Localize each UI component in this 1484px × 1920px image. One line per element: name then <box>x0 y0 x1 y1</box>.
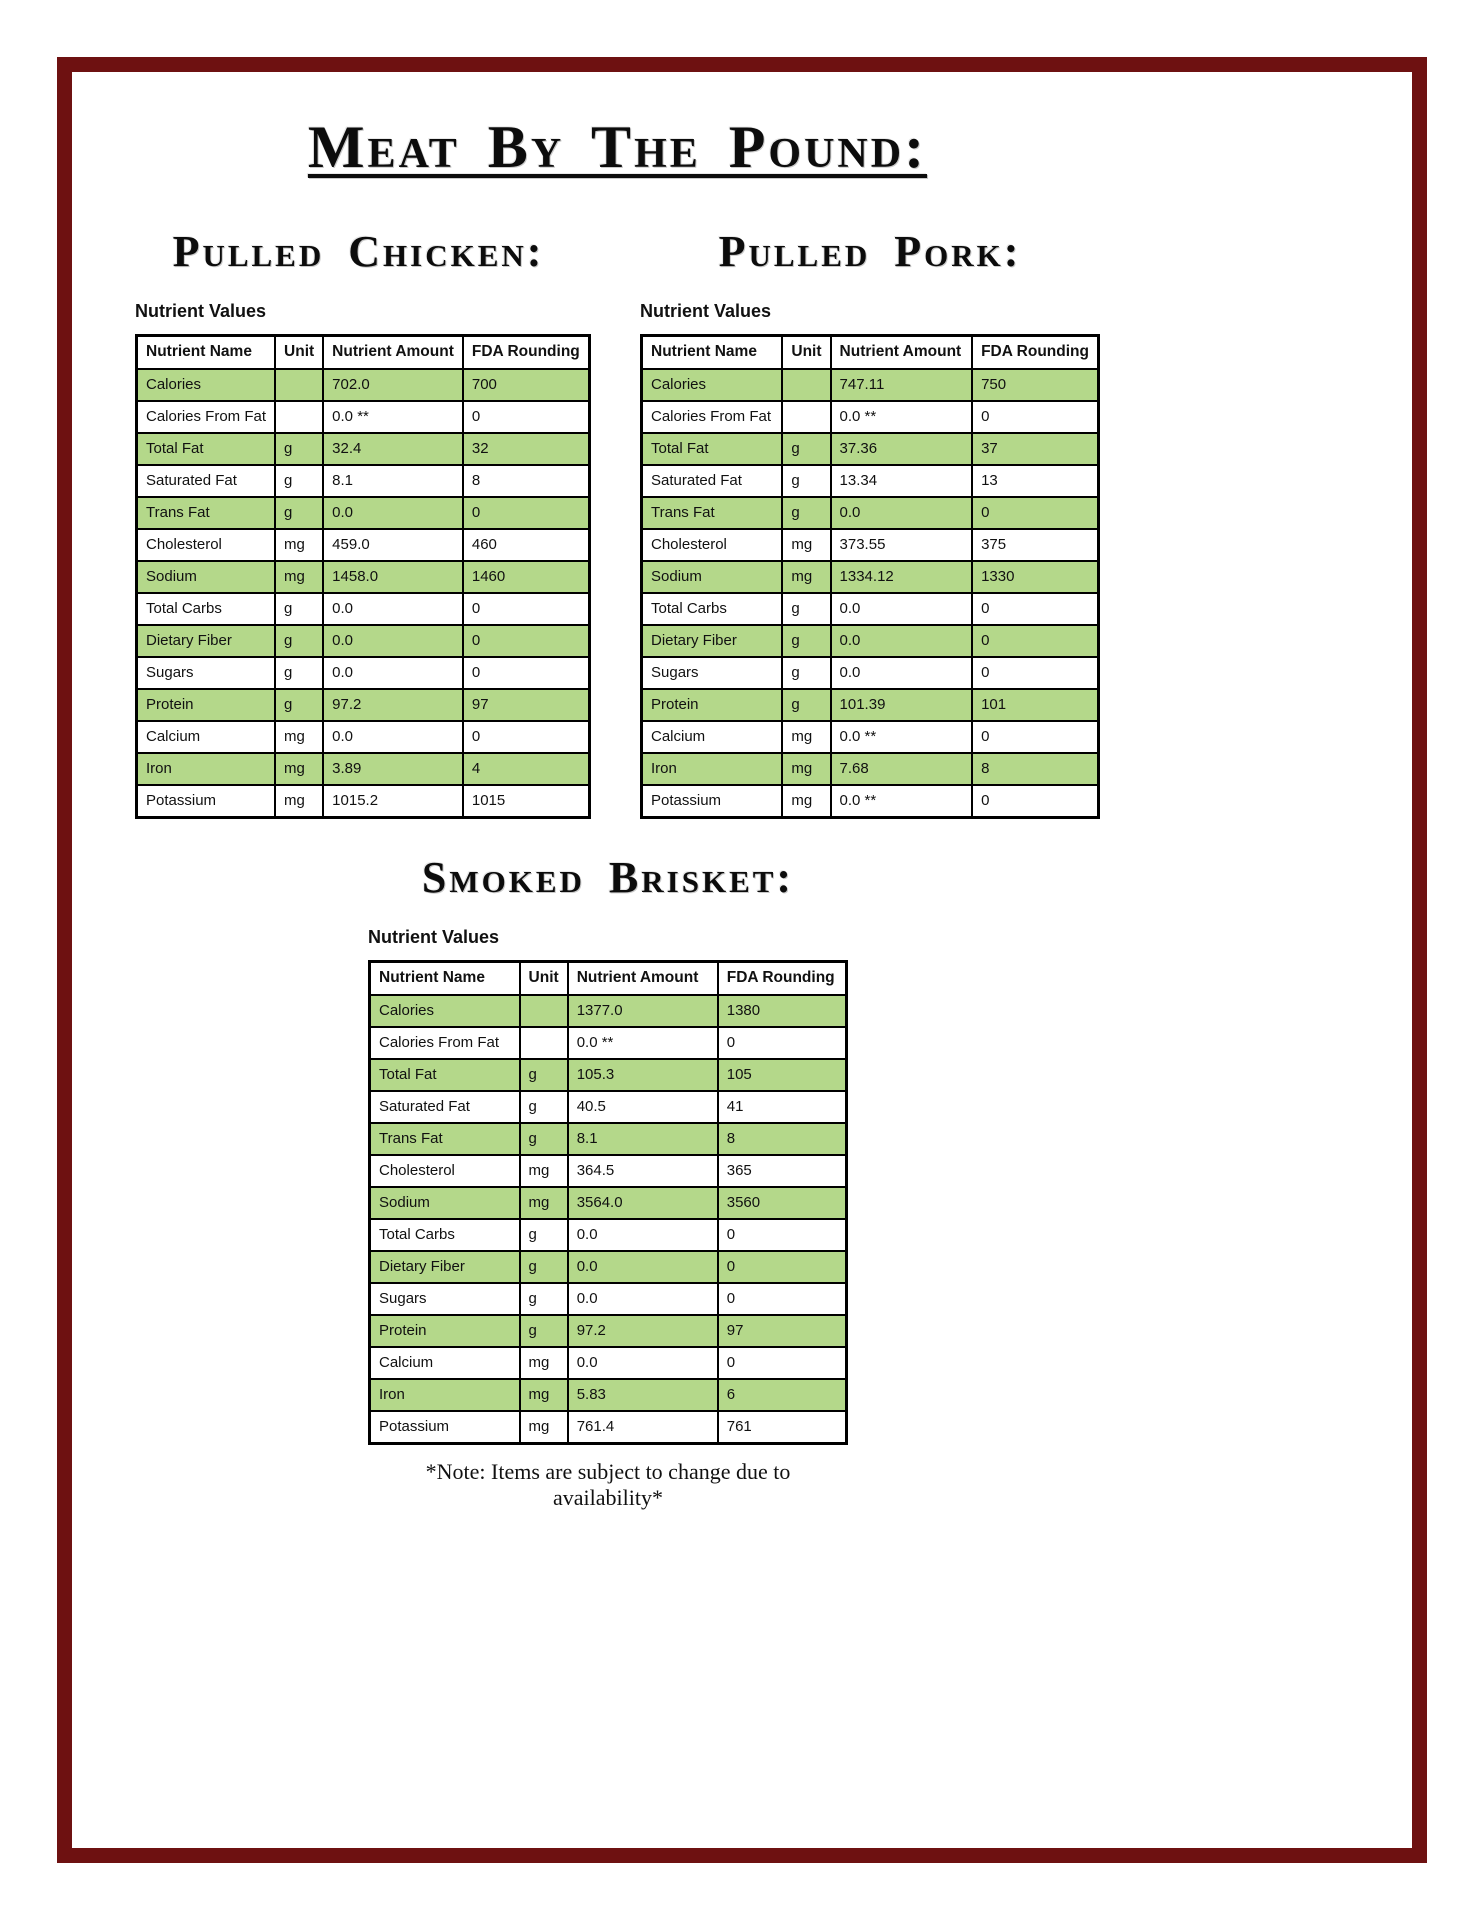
table-cell: mg <box>782 753 830 785</box>
table-row <box>642 497 1099 529</box>
table-cell: mg <box>520 1411 568 1444</box>
column-header-nutrient-name: Nutrient Name <box>370 962 520 996</box>
table-cell: 747.11 <box>831 369 973 401</box>
table-cell: Protein <box>137 689 276 721</box>
table-cell: 97 <box>463 689 589 721</box>
table-row <box>642 433 1099 465</box>
table-cell: Total Fat <box>370 1059 520 1091</box>
table-cell: mg <box>275 785 323 818</box>
table-cell: 8.1 <box>568 1123 718 1155</box>
table-cell: g <box>782 689 830 721</box>
table-label: Nutrient Values <box>640 301 772 322</box>
table-cell: 0 <box>718 1219 847 1251</box>
table-cell: 0 <box>972 401 1098 433</box>
table-cell: 0.0 <box>831 497 973 529</box>
table-cell: 0 <box>972 593 1098 625</box>
table-cell: 0 <box>463 401 589 433</box>
table-cell: 0.0 <box>568 1251 718 1283</box>
table-cell: 0 <box>463 721 589 753</box>
table-cell: g <box>520 1283 568 1315</box>
table-cell: 0 <box>718 1283 847 1315</box>
table-row <box>642 625 1099 657</box>
table-row <box>370 1187 847 1219</box>
column-header-unit: Unit <box>782 336 830 370</box>
table-cell: g <box>275 433 323 465</box>
table-row <box>642 529 1099 561</box>
table-cell: 6 <box>718 1379 847 1411</box>
table-cell: 1015.2 <box>323 785 463 818</box>
table-cell: Sodium <box>137 561 276 593</box>
table-cell: 40.5 <box>568 1091 718 1123</box>
table-cell: 3560 <box>718 1187 847 1219</box>
table-cell: 3.89 <box>323 753 463 785</box>
table-cell: g <box>520 1059 568 1091</box>
column-header-fda-rounding: FDA Rounding <box>718 962 847 996</box>
table-cell: Iron <box>642 753 783 785</box>
table-row <box>642 657 1099 689</box>
table-cell: g <box>520 1315 568 1347</box>
table-cell: Calories <box>370 995 520 1027</box>
table-cell: 700 <box>463 369 589 401</box>
table-cell: mg <box>782 721 830 753</box>
table-cell: 0 <box>972 785 1098 818</box>
table-cell: Potassium <box>137 785 276 818</box>
section-smoked-brisket <box>368 855 848 1511</box>
column-header-nutrient-name: Nutrient Name <box>137 336 276 370</box>
document-content <box>135 116 1100 1511</box>
table-cell: g <box>782 593 830 625</box>
table-cell: Iron <box>370 1379 520 1411</box>
table-cell: 105.3 <box>568 1059 718 1091</box>
table-cell: 761.4 <box>568 1411 718 1444</box>
table-cell: mg <box>782 561 830 593</box>
table-cell: 375 <box>972 529 1098 561</box>
table-cell: 761 <box>718 1411 847 1444</box>
table-cell: g <box>782 433 830 465</box>
table-cell: Calcium <box>370 1347 520 1379</box>
table-row <box>642 785 1099 818</box>
table-cell: 0 <box>718 1027 847 1059</box>
table-row <box>137 433 590 465</box>
table-cell: Dietary Fiber <box>642 625 783 657</box>
table-cell: 32.4 <box>323 433 463 465</box>
table-cell: Dietary Fiber <box>370 1251 520 1283</box>
table-cell: g <box>520 1091 568 1123</box>
nutrient-table-pulled-chicken <box>135 334 591 819</box>
table-cell: 37.36 <box>831 433 973 465</box>
table-row <box>642 689 1099 721</box>
table-cell: Trans Fat <box>642 497 783 529</box>
table-cell: Calories <box>642 369 783 401</box>
table-cell: 0.0 <box>323 721 463 753</box>
table-cell <box>782 401 830 433</box>
table-cell: Trans Fat <box>370 1123 520 1155</box>
table-cell: 0 <box>718 1347 847 1379</box>
table-cell: mg <box>520 1155 568 1187</box>
availability-note: *Note: Items are subject to change due to availability* <box>425 1459 791 1511</box>
table-cell: g <box>275 593 323 625</box>
table-cell: 0 <box>972 625 1098 657</box>
table-cell: Calories From Fat <box>137 401 276 433</box>
section-pulled-pork <box>640 229 1100 819</box>
table-cell <box>782 369 830 401</box>
table-row <box>370 1123 847 1155</box>
table-cell: 0.0 <box>568 1283 718 1315</box>
table-cell: g <box>782 497 830 529</box>
table-cell: Protein <box>642 689 783 721</box>
table-row <box>370 1347 847 1379</box>
table-cell: 0 <box>463 657 589 689</box>
table-cell <box>520 995 568 1027</box>
table-cell: 0 <box>972 657 1098 689</box>
table-row <box>137 497 590 529</box>
table-row <box>370 1155 847 1187</box>
table-cell: 1015 <box>463 785 589 818</box>
column-header-unit: Unit <box>520 962 568 996</box>
table-cell: Potassium <box>370 1411 520 1444</box>
table-cell: 1458.0 <box>323 561 463 593</box>
table-cell: 13.34 <box>831 465 973 497</box>
table-cell: Protein <box>370 1315 520 1347</box>
table-cell <box>520 1027 568 1059</box>
table-cell: Trans Fat <box>137 497 276 529</box>
table-cell: 0 <box>972 721 1098 753</box>
table-cell: g <box>782 625 830 657</box>
table-cell: 0.0 ** <box>568 1027 718 1059</box>
table-cell: Saturated Fat <box>370 1091 520 1123</box>
table-row <box>642 753 1099 785</box>
table-cell: Calories From Fat <box>370 1027 520 1059</box>
column-header-nutrient-amount: Nutrient Amount <box>568 962 718 996</box>
table-cell: 1377.0 <box>568 995 718 1027</box>
table-cell: Sodium <box>370 1187 520 1219</box>
table-cell: 7.68 <box>831 753 973 785</box>
table-cell: 0 <box>718 1251 847 1283</box>
table-cell <box>275 401 323 433</box>
table-cell: 37 <box>972 433 1098 465</box>
table-cell: g <box>275 497 323 529</box>
section-pulled-chicken <box>135 229 582 819</box>
table-cell: mg <box>275 753 323 785</box>
table-cell: Saturated Fat <box>137 465 276 497</box>
table-cell: 0.0 <box>323 657 463 689</box>
table-cell: 8 <box>972 753 1098 785</box>
table-cell: Sodium <box>642 561 783 593</box>
table-cell: 97 <box>718 1315 847 1347</box>
table-cell: Calories <box>137 369 276 401</box>
table-cell: Cholesterol <box>370 1155 520 1187</box>
table-cell: 8.1 <box>323 465 463 497</box>
table-cell: 0.0 <box>568 1347 718 1379</box>
table-cell: Calcium <box>137 721 276 753</box>
table-row <box>370 1219 847 1251</box>
table-row <box>137 689 590 721</box>
table-row <box>137 721 590 753</box>
table-cell: g <box>275 465 323 497</box>
table-row <box>137 529 590 561</box>
table-cell: 1380 <box>718 995 847 1027</box>
table-row <box>370 1315 847 1347</box>
table-cell: 1334.12 <box>831 561 973 593</box>
table-cell: 0 <box>463 497 589 529</box>
table-cell: g <box>520 1123 568 1155</box>
table-cell: Sugars <box>370 1283 520 1315</box>
table-cell: 41 <box>718 1091 847 1123</box>
table-cell: 0.0 <box>568 1219 718 1251</box>
table-cell: 8 <box>463 465 589 497</box>
table-cell: Total Fat <box>642 433 783 465</box>
table-cell: mg <box>782 529 830 561</box>
table-cell: Calcium <box>642 721 783 753</box>
table-row <box>137 657 590 689</box>
table-cell: Iron <box>137 753 276 785</box>
page-title: Meat By The Pound: <box>307 114 928 180</box>
table-cell: g <box>275 625 323 657</box>
table-cell: Potassium <box>642 785 783 818</box>
table-cell: mg <box>520 1347 568 1379</box>
table-cell: mg <box>520 1187 568 1219</box>
table-cell: mg <box>520 1379 568 1411</box>
table-cell: 101.39 <box>831 689 973 721</box>
section-heading-pulled-chicken: Pulled Chicken: <box>172 227 545 276</box>
table-row <box>370 1091 847 1123</box>
table-label: Nutrient Values <box>135 301 267 322</box>
section-heading-smoked-brisket: Smoked Brisket: <box>421 853 795 903</box>
table-cell: 1330 <box>972 561 1098 593</box>
table-cell: 0 <box>463 593 589 625</box>
table-row <box>370 1379 847 1411</box>
table-cell: 0.0 ** <box>831 401 973 433</box>
table-cell: 0.0 ** <box>831 721 973 753</box>
table-cell: 13 <box>972 465 1098 497</box>
column-header-fda-rounding: FDA Rounding <box>463 336 589 370</box>
table-cell: 0.0 ** <box>323 401 463 433</box>
table-cell: 364.5 <box>568 1155 718 1187</box>
table-cell: Total Carbs <box>642 593 783 625</box>
table-row <box>642 465 1099 497</box>
table-row <box>370 1411 847 1444</box>
table-row <box>137 561 590 593</box>
table-header-row <box>370 962 847 996</box>
table-cell: mg <box>782 785 830 818</box>
table-cell: 97.2 <box>323 689 463 721</box>
table-cell: 0.0 ** <box>831 785 973 818</box>
table-cell: 373.55 <box>831 529 973 561</box>
table-cell: Cholesterol <box>137 529 276 561</box>
table-cell: Total Carbs <box>370 1219 520 1251</box>
table-cell: 101 <box>972 689 1098 721</box>
table-row <box>137 593 590 625</box>
table-cell: 105 <box>718 1059 847 1091</box>
table-row <box>642 593 1099 625</box>
table-cell: Calories From Fat <box>642 401 783 433</box>
table-cell: 0.0 <box>831 657 973 689</box>
nutrient-table-pulled-pork <box>640 334 1100 819</box>
table-row <box>642 401 1099 433</box>
table-row <box>137 401 590 433</box>
column-header-nutrient-amount: Nutrient Amount <box>323 336 463 370</box>
table-cell: 459.0 <box>323 529 463 561</box>
table-cell: Sugars <box>642 657 783 689</box>
table-cell: Total Fat <box>137 433 276 465</box>
table-cell: 5.83 <box>568 1379 718 1411</box>
table-cell: Total Carbs <box>137 593 276 625</box>
table-cell: g <box>275 657 323 689</box>
table-cell: 365 <box>718 1155 847 1187</box>
table-row <box>642 369 1099 401</box>
column-header-nutrient-amount: Nutrient Amount <box>831 336 973 370</box>
table-row <box>137 753 590 785</box>
column-header-fda-rounding: FDA Rounding <box>972 336 1098 370</box>
table-row <box>642 721 1099 753</box>
top-sections-row <box>135 229 1100 819</box>
table-cell: 3564.0 <box>568 1187 718 1219</box>
table-cell: mg <box>275 529 323 561</box>
table-label: Nutrient Values <box>368 927 500 948</box>
table-row <box>642 561 1099 593</box>
table-cell: Cholesterol <box>642 529 783 561</box>
table-row <box>370 1027 847 1059</box>
table-cell: g <box>782 657 830 689</box>
table-row <box>370 1059 847 1091</box>
table-cell: 0.0 <box>831 625 973 657</box>
table-cell: 4 <box>463 753 589 785</box>
table-cell: 8 <box>718 1123 847 1155</box>
table-cell: 702.0 <box>323 369 463 401</box>
table-header-row <box>137 336 590 370</box>
table-row <box>137 785 590 818</box>
table-row <box>137 465 590 497</box>
table-row <box>137 625 590 657</box>
table-cell: 97.2 <box>568 1315 718 1347</box>
table-cell: mg <box>275 561 323 593</box>
table-header-row <box>642 336 1099 370</box>
table-row <box>370 995 847 1027</box>
table-row <box>370 1251 847 1283</box>
table-row <box>370 1283 847 1315</box>
table-cell: 0 <box>463 625 589 657</box>
table-cell: g <box>520 1219 568 1251</box>
table-cell: g <box>782 465 830 497</box>
table-cell: g <box>520 1251 568 1283</box>
column-header-unit: Unit <box>275 336 323 370</box>
nutrient-table-smoked-brisket <box>368 960 848 1445</box>
table-cell <box>275 369 323 401</box>
table-cell: 0.0 <box>323 625 463 657</box>
table-cell: 750 <box>972 369 1098 401</box>
table-cell: mg <box>275 721 323 753</box>
table-cell: 460 <box>463 529 589 561</box>
column-header-nutrient-name: Nutrient Name <box>642 336 783 370</box>
table-cell: 0.0 <box>831 593 973 625</box>
table-cell: 1460 <box>463 561 589 593</box>
table-cell: 0 <box>972 497 1098 529</box>
section-heading-pulled-pork: Pulled Pork: <box>718 227 1022 276</box>
table-cell: 0.0 <box>323 497 463 529</box>
table-cell: Sugars <box>137 657 276 689</box>
table-row <box>137 369 590 401</box>
table-cell: 32 <box>463 433 589 465</box>
table-cell: Dietary Fiber <box>137 625 276 657</box>
table-cell: 0.0 <box>323 593 463 625</box>
table-cell: g <box>275 689 323 721</box>
table-cell: Saturated Fat <box>642 465 783 497</box>
